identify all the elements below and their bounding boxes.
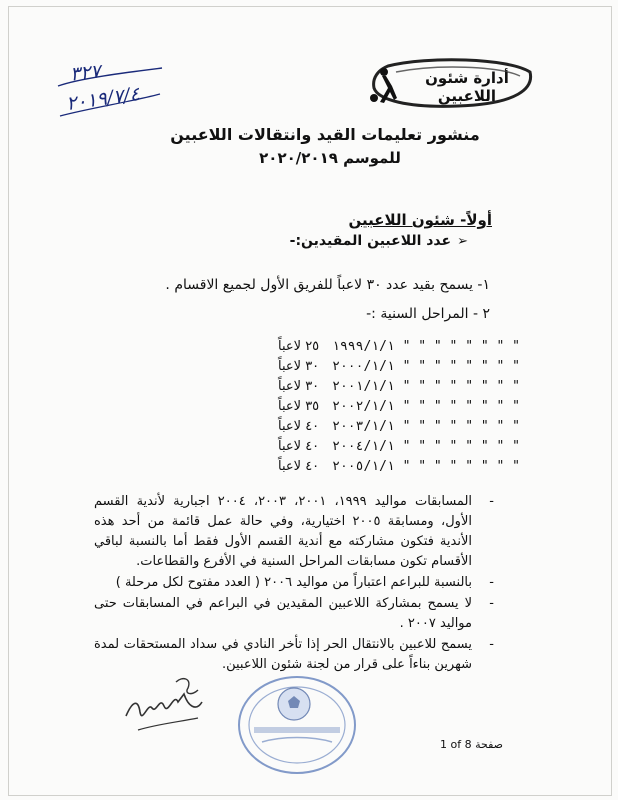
age-group-count: ٤٠ لاعباً: [278, 459, 320, 474]
dash-bullet-icon: -: [489, 575, 494, 590]
rule-item: [94, 492, 494, 572]
age-group-count: ٣٠ لاعباً: [278, 379, 320, 394]
official-stamp: [232, 670, 362, 780]
rule-item: [94, 573, 494, 593]
age-group-row: [270, 399, 520, 417]
age-group-count: ٤٠ لاعباً: [278, 439, 320, 454]
rule-text: يسمح للاعبين بالانتقال الحر إذا تأخر النادي في سداد المستحقات لمدة شهرين بناءاً على قرار من لجنة شئون اللاعبين.: [94, 637, 472, 672]
document-season: للموسم ٢٠٢٠/٢٠١٩: [259, 149, 401, 167]
age-group-row: [270, 459, 520, 477]
page-word: صفحة: [475, 738, 503, 751]
rule-text: بالنسبة للبراعم اعتباراً من مواليد ٢٠٠٦ ( العدد مفتوح لكل مرحلة ): [115, 575, 472, 590]
section-heading: أولاً- شئون اللاعبين: [348, 211, 492, 229]
age-group-date: " " " " " " " " ١٩٩٩/١/١: [332, 339, 520, 354]
rule-item: [94, 635, 494, 675]
age-group-row: [270, 339, 520, 357]
rule-text: لا يسمح بمشاركة اللاعبين المقيدين في البراعم في المسابقات حتى مواليد ٢٠٠٧ .: [94, 596, 472, 631]
paragraph-item-2: ٢ - المراحل السنية :-: [366, 306, 490, 322]
age-group-count: ٢٥ لاعباً: [278, 339, 320, 354]
rule-item: [94, 594, 494, 634]
page-count: 1 of 8: [440, 738, 472, 751]
document-title: منشور تعليمات القيد وانتقالات اللاعبين: [170, 125, 480, 144]
age-group-date: " " " " " " " " ٢٠٠٣/١/١: [332, 419, 520, 434]
signature: [118, 672, 208, 742]
dash-bullet-icon: -: [489, 637, 494, 652]
subheading-text: عدد اللاعبين المقيدين:-: [289, 233, 452, 249]
age-group-row: [270, 439, 520, 457]
dash-bullet-icon: -: [489, 596, 494, 611]
logo-text: أدارة شئون اللاعبين: [425, 69, 509, 105]
age-group-row: [270, 379, 520, 397]
age-group-row: [270, 419, 520, 437]
age-group-row: [270, 359, 520, 377]
players-affairs-logo: [368, 58, 534, 110]
age-group-date: " " " " " " " " ٢٠٠٥/١/١: [332, 459, 520, 474]
age-group-date: " " " " " " " " ٢٠٠١/١/١: [332, 379, 520, 394]
dash-bullet-icon: -: [489, 494, 494, 509]
age-group-count: ٣٠ لاعباً: [278, 359, 320, 374]
age-group-count: ٣٥ لاعباً: [278, 399, 320, 414]
handwritten-scribble: [50, 58, 170, 128]
section-subheading: [290, 233, 468, 249]
rules-list: [94, 492, 494, 676]
rule-text: المسابقات مواليد ١٩٩٩، ٢٠٠١، ٢٠٠٣، ٢٠٠٤ اجبارية لأندية القسم الأول، ومسابقة ٢٠٠٥ اختيارية، وفي حالة عمل قائمة من أحد هذه الأندية فتكون مشاركته مع أندية القسم الأول فقط أما بالنسبة لباقي الأقسام تكون مسابقات المراحل السنية في الأفرع والقطاعات.: [94, 494, 473, 569]
handwritten-number: ٣٢٧: [68, 60, 102, 86]
age-group-count: ٤٠ لاعباً: [278, 419, 320, 434]
age-group-date: " " " " " " " " ٢٠٠٤/١/١: [332, 439, 520, 454]
paragraph-item-1: ١- يسمح بقيد عدد ٣٠ لاعباً للفريق الأول لجميع الاقسام .: [165, 277, 490, 293]
page-number: [440, 738, 503, 751]
age-group-date: " " " " " " " " ٢٠٠٠/١/١: [332, 359, 520, 374]
handwritten-date: ٢٠١٩/٧/٤: [64, 82, 142, 116]
football-icon: [278, 688, 310, 720]
age-group-date: " " " " " " " " ٢٠٠٢/١/١: [332, 399, 520, 414]
arrow-bullet-icon: ➢: [457, 233, 468, 249]
